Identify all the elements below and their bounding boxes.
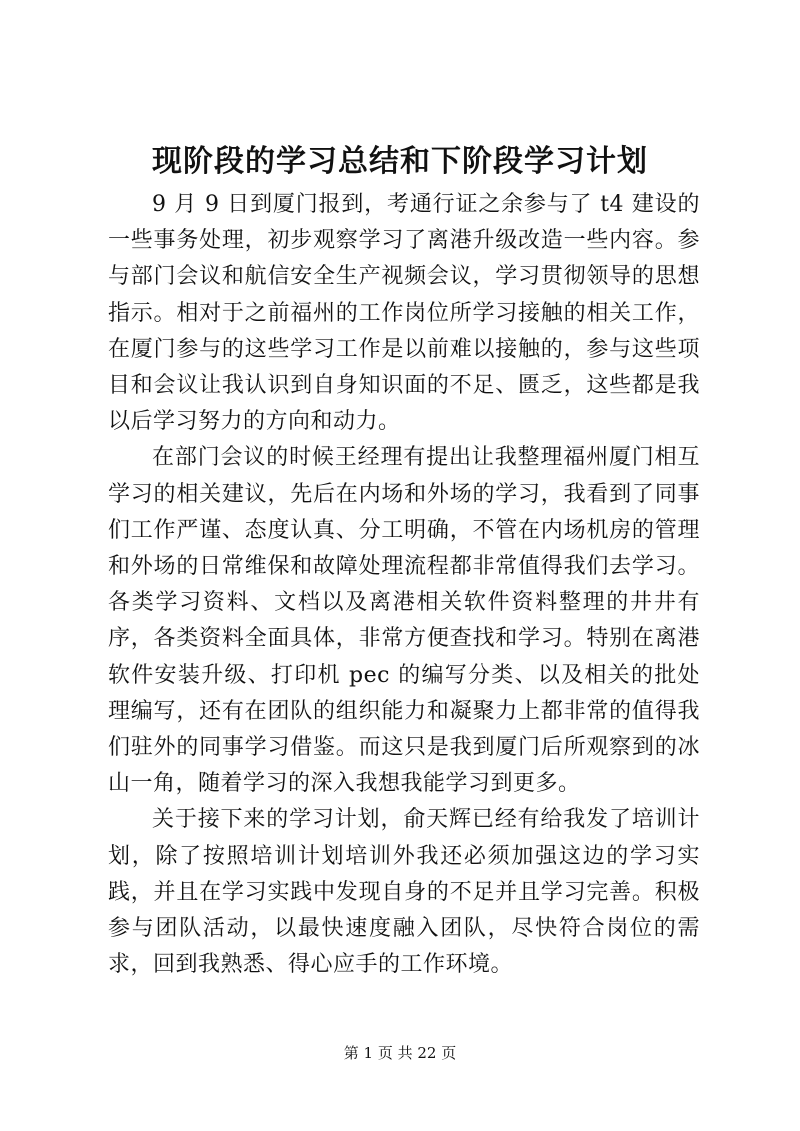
paragraph: 9 月 9 日到厦门报到，考通行证之余参与了 t4 建设的一些事务处理，初步观察学习了离港升级改造一些内容。参与部门会议和航信安全生产视频会议，学习贯彻领导的思想指示。相对于之前福州的工作岗位所学习接触的相关工作，在厦门参与的这些学习工作是以前难以接触的，参与这些项目和会议让我认识到自身知识面的不足、匮乏，这些都是我以后学习努力的方向和动力。	[108, 192, 700, 435]
paragraph: 关于接下来的学习计划，俞天辉已经有给我发了培训计划，除了按照培训计划培训外我还必须加强这边的学习实践，并且在学习实践中发现自身的不足并且学习完善。积极参与团队活动，以最快速度融入团队，尽快符合岗位的需求，回到我熟悉、得心应手的工作环境。	[108, 807, 700, 978]
document-title: 现阶段的学习总结和下阶段学习计划	[152, 144, 648, 179]
document-body	[108, 187, 700, 983]
page-number: 第 1 页 共 22 页	[343, 1044, 457, 1062]
paragraph: 在部门会议的时候王经理有提出让我整理福州厦门相互学习的相关建议，先后在内场和外场的学习，我看到了同事们工作严谨、态度认真、分工明确，不管在内场机房的管理和外场的日常维保和故障处理流程都非常值得我们去学习。各类学习资料、文档以及离港相关软件资料整理的井井有序，各类资料全面具体，非常方便查找和学习。特别在离港软件安装升级、打印机 pec 的编写分类、以及相关的批处理编写，还有在团队的组织能力和凝聚力上都非常的值得我们驻外的同事学习借鉴。而这只是我到厦门后所观察到的冰山一角，随着学习的深入我想我能学习到更多。	[108, 445, 700, 797]
